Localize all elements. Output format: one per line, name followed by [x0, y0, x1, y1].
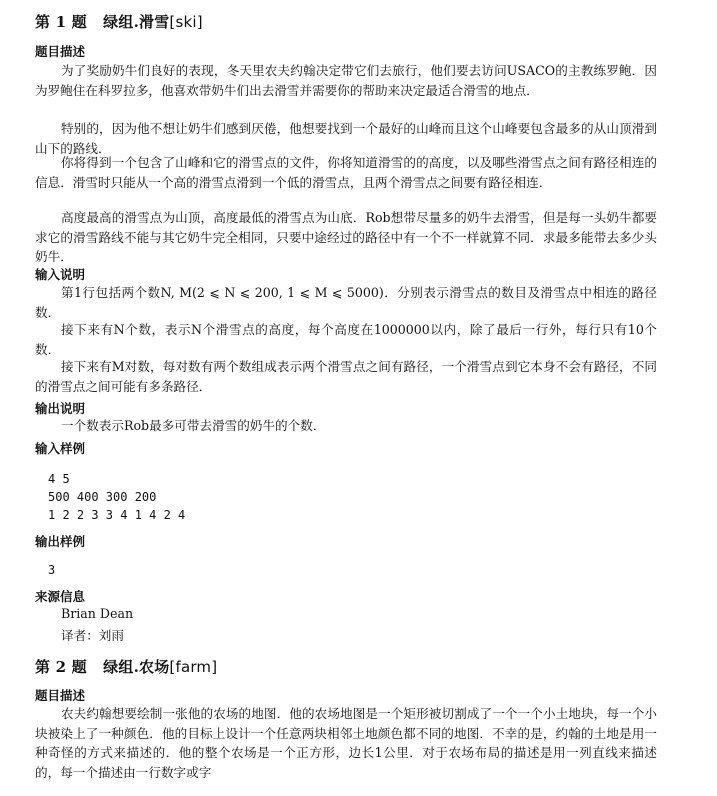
p1-desc-para-3: 你将得到一个包含了山峰和它的滑雪点的文件，你将知道滑雪的的高度，以及哪些滑雪点之间有路径相连的信息．滑雪时只能从一个高的滑雪点滑到一个低的滑雪点，且两个滑雪点之间要有路径相连． — [35, 155, 657, 190]
problem-2-code: [farm] — [169, 658, 218, 676]
p1-desc-para-4: 高度最高的滑雪点为山顶，高度最低的滑雪点为山底．Rob想带尽量多的奶牛去滑雪，但是每一头奶牛都要求它的滑雪路线不能与其它奶牛完全相同，只要中途经过的路径中有一个不一样就算不同．求最多能带去多少头奶牛． — [35, 210, 657, 265]
problem-2-title — [35, 656, 217, 677]
p1-sample-input-heading: 输入样例 — [35, 441, 86, 456]
p1-input-para-3: 接下来有M对数，每对数有两个数组成表示两个滑雪点之间有路径，一个滑雪点到它本身不会有路径，不同的滑雪点之间可能有多条路径． — [35, 359, 657, 394]
p1-sample-input-line-3: 1 2 2 3 3 4 1 4 2 4 — [48, 508, 186, 522]
problem-1-code: [ski] — [169, 13, 203, 31]
p1-sample-output-line-1: 3 — [48, 563, 56, 577]
problem-1-category: 绿组. — [103, 13, 139, 31]
p2-desc-para-1: 农夫约翰想要绘制一张他的农场的地图．他的农场地图是一个矩形被切割成了一个一个小土地块，每一个小块被染上了一种颜色．他的目标上设计一个任意两块相邻土地颜色都不同的地图．不幸的是，约翰的土地是用一种奇怪的方式来描述的．他的整个农场是一个正方形，边长1公里．对于农场布局的描述是用一列直线来描述的，每一个描述由一行数字或字 — [35, 706, 657, 780]
p2-desc-heading: 题目描述 — [35, 688, 86, 703]
p1-input-para-1: 第1行包括两个数N, M(2 ⩽ N ⩽ 200, 1 ⩽ M ⩽ 5000)．分别表示滑雪点的数目及滑雪点中相连的路径数． — [35, 285, 657, 320]
p1-source-heading: 来源信息 — [35, 589, 86, 604]
p1-output-para-1: 一个数表示Rob最多可带去滑雪的奶牛的个数． — [61, 418, 326, 433]
problem-2-category: 绿组. — [103, 658, 139, 676]
p1-source-translator: 译者：刘雨 — [61, 628, 124, 643]
p1-output-heading: 输出说明 — [35, 401, 86, 416]
problem-1-number: 第 1 题 — [35, 13, 87, 31]
p1-desc-para-1: 为了奖励奶牛们良好的表现，冬天里农夫约翰决定带它们去旅行，他们要去访问USACO的主教练罗鲍．因为罗鲍住在科罗拉多，他喜欢带奶牛们出去滑雪并需要你的帮助来决定最适合滑雪的地点． — [35, 63, 657, 98]
problem-2-number: 第 2 题 — [35, 658, 87, 676]
p1-source-author: Brian Dean — [61, 606, 134, 621]
p1-desc-para-2: 特别的，因为他不想让奶牛们感到厌倦，他想要找到一个最好的山峰而且这个山峰要包含最多的从山顶滑到山下的路线． — [35, 121, 657, 156]
p1-sample-input-line-1: 4 5 — [48, 472, 70, 486]
p1-sample-input-line-2: 500 400 300 200 — [48, 490, 157, 504]
p1-sample-output-heading: 输出样例 — [35, 534, 86, 549]
problem-1-name: 滑雪 — [139, 13, 170, 31]
problem-1-title — [35, 11, 203, 32]
p1-input-para-2: 接下来有N个数，表示N个滑雪点的高度，每个高度在1000000以内，除了最后一行外，每行只有10个数． — [35, 322, 657, 357]
problem-2-name: 农场 — [139, 658, 170, 676]
p1-input-heading: 输入说明 — [35, 267, 86, 282]
p1-desc-heading: 题目描述 — [35, 44, 86, 59]
